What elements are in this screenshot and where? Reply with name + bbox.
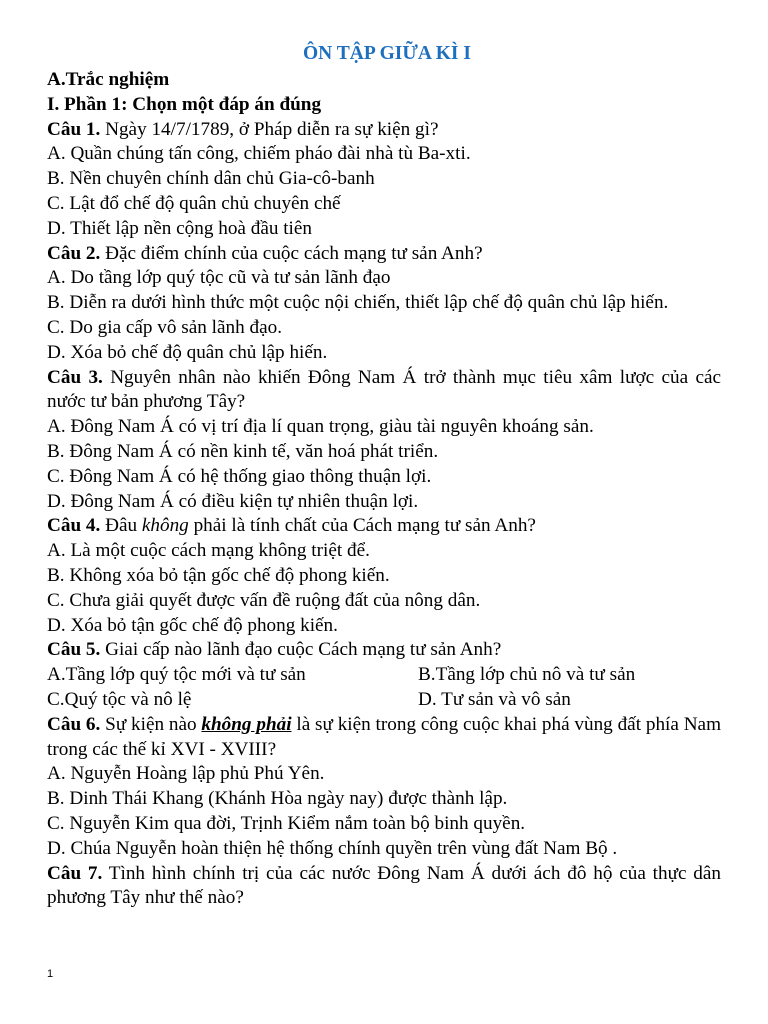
question-label: Câu 5.	[47, 639, 101, 661]
question-label: Câu 1.	[47, 118, 101, 140]
question-7	[47, 862, 721, 912]
question-text: Đâu	[100, 515, 142, 537]
question-label: Câu 4.	[47, 515, 101, 537]
q2-option-c: C. Do gia cấp vô sản lãnh đạo.	[47, 316, 282, 338]
q1-option-c: C. Lật đổ chế độ quân chủ chuyên chế	[47, 192, 341, 214]
q4-option-c: C. Chưa giải quyết được vấn đề ruộng đất của nông dân.	[47, 589, 481, 611]
part-heading: I. Phần 1: Chọn một đáp án đúng	[47, 93, 322, 115]
question-1	[47, 118, 721, 143]
question-5	[47, 638, 721, 663]
q2-option-a: A. Do tầng lớp quý tộc cũ và tư sản lãnh đạo	[47, 267, 391, 289]
q4-option-a: A. Là một cuộc cách mạng không triệt để.	[47, 540, 370, 562]
question-emphasis: không phải	[201, 713, 292, 735]
q5-option-c: C.Quý tộc và nô lệ	[47, 688, 192, 710]
question-label: Câu 3.	[47, 366, 103, 388]
question-text: Nguyên nhân nào khiến Đông Nam Á trở thành mục tiêu xâm lược của các nước tư bản phương Tây?	[47, 366, 722, 413]
question-2	[47, 242, 721, 267]
q1-option-b: B. Nền chuyên chính dân chủ Gia-cô-banh	[47, 168, 375, 190]
question-text: Giai cấp nào lãnh đạo cuộc Cách mạng tư sản Anh?	[100, 639, 502, 661]
question-emphasis: không	[141, 515, 189, 537]
question-text: Tình hình chính trị của các nước Đông Nam Á dưới ách đô hộ của thực dân phương Tây như thế nào?	[47, 862, 722, 909]
document-page	[47, 42, 721, 911]
q6-option-c: C. Nguyễn Kim qua đời, Trịnh Kiểm nắm toàn bộ binh quyền.	[47, 812, 526, 834]
q6-option-a: A. Nguyễn Hoàng lập phủ Phú Yên.	[47, 763, 325, 785]
section-heading: A.Trắc nghiệm	[47, 69, 170, 90]
question-text: Ngày 14/7/1789, ở Pháp diễn ra sự kiện gì?	[100, 118, 439, 140]
question-label: Câu 2.	[47, 242, 101, 264]
q6-option-d: D. Chúa Nguyễn hoàn thiện hệ thống chính quyền trên vùng đất Nam Bộ .	[47, 837, 618, 859]
q1-option-d: D. Thiết lập nền cộng hoà đầu tiên	[47, 217, 312, 239]
q3-option-d: D. Đông Nam Á có điều kiện tự nhiên thuận lợi.	[47, 490, 419, 512]
q3-option-a: A. Đông Nam Á có vị trí địa lí quan trọng, giàu tài nguyên khoáng sản.	[47, 416, 594, 438]
q6-option-b: B. Dinh Thái Khang (Khánh Hòa ngày nay) được thành lập.	[47, 788, 508, 810]
question-text: phải là tính chất của Cách mạng tư sản Anh?	[188, 515, 536, 537]
q2-option-b: B. Diễn ra dưới hình thức một cuộc nội chiến, thiết lập chế độ quân chủ lập hiến.	[47, 292, 669, 314]
question-label: Câu 6.	[47, 713, 101, 735]
page-title: ÔN TẬP GIỮA KÌ I	[303, 43, 471, 64]
question-text: Sự kiện nào	[100, 713, 202, 735]
page-number: 1	[47, 968, 54, 980]
question-6	[47, 713, 721, 763]
q5-option-d: D. Tư sản và vô sản	[418, 688, 571, 710]
q4-option-d: D. Xóa bỏ tận gốc chế độ phong kiến.	[47, 614, 338, 636]
question-text: Đặc điểm chính của cuộc cách mạng tư sản Anh?	[100, 242, 483, 264]
q5-options-row-1	[47, 663, 721, 688]
q3-option-c: C. Đông Nam Á có hệ thống giao thông thuận lợi.	[47, 465, 432, 487]
q5-option-a: A.Tầng lớp quý tộc mới và tư sản	[47, 664, 306, 686]
question-3	[47, 366, 721, 416]
q3-option-b: B. Đông Nam Á có nền kinh tế, văn hoá phát triển.	[47, 440, 439, 462]
q2-option-d: D. Xóa bỏ chế độ quân chủ lập hiến.	[47, 341, 328, 363]
q5-options-row-2	[47, 688, 721, 713]
q5-option-b: B.Tầng lớp chủ nô và tư sản	[418, 664, 636, 686]
q4-option-b: B. Không xóa bỏ tận gốc chế độ phong kiến.	[47, 564, 390, 586]
question-text: là sự kiện trong công cuộc khai phá vùng đất phía Nam trong các thế kỉ XVI - XVIII?	[47, 713, 721, 760]
question-label: Câu 7.	[47, 862, 103, 884]
question-4	[47, 514, 721, 539]
q1-option-a: A. Quần chúng tấn công, chiếm pháo đài nhà tù Ba-xti.	[47, 143, 471, 165]
